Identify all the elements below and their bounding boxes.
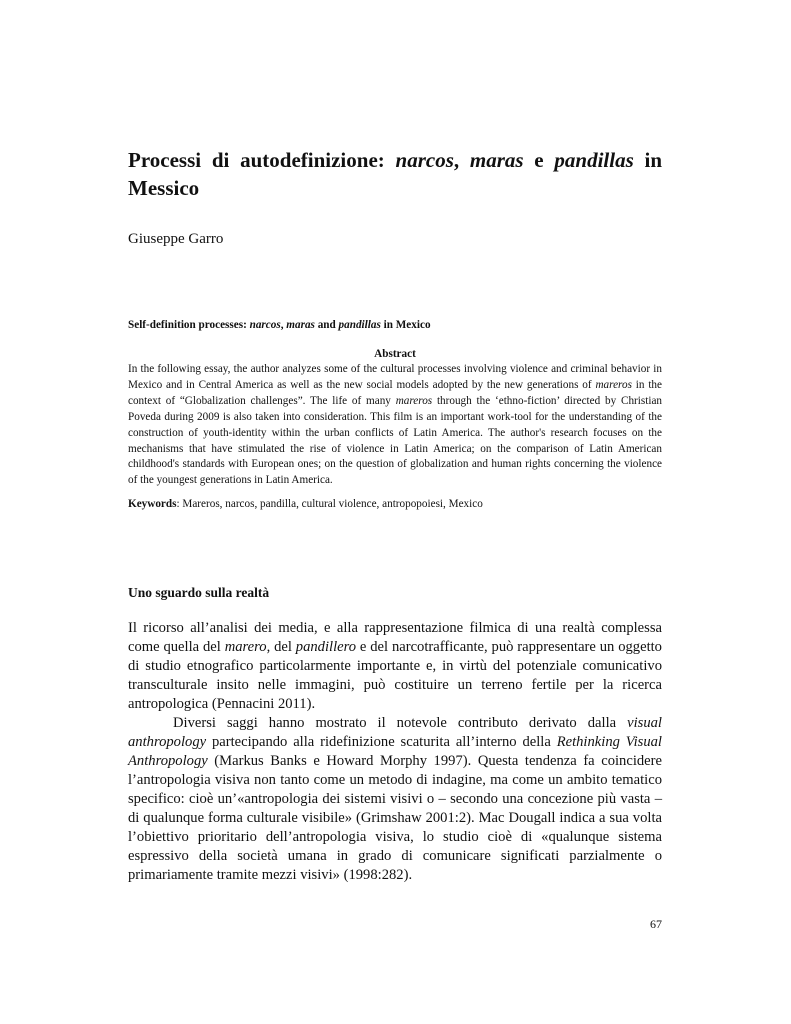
paragraph-segment: Diversi saggi hanno mostrato il notevole contributo derivato dalla <box>173 715 628 731</box>
abstract-heading: Abstract <box>374 348 416 360</box>
english-title-text: Self-definition processes: <box>128 319 250 331</box>
paragraph-italic: Rethinking Visual Anthropology <box>128 734 662 769</box>
title-italic-pandillas: pandillas <box>554 148 634 172</box>
paragraph-segment: partecipando alla ridefinizione scaturita all’interno della <box>206 734 557 750</box>
abstract-segment: In the following essay, the author analyzes some of the cultural processes involving violence and criminal behavior in Mexico and in Central America as well as the new social models adopted by the new generations of <box>128 363 662 391</box>
paragraph-segment: Il ricorso all’analisi dei media, e alla rappresentazione filmica di una realtà complessa come quella del <box>128 620 662 655</box>
title-text: in Messico <box>128 148 663 200</box>
english-title-italic: narcos <box>249 319 281 331</box>
title-italic-narcos: narcos <box>395 148 454 172</box>
paragraph-italic: marero <box>224 639 267 655</box>
title-text: e <box>523 148 555 172</box>
english-title-italic: pandillas <box>338 319 381 331</box>
paragraph-2 <box>128 714 662 885</box>
keywords-label: Keywords <box>128 498 177 510</box>
body-text <box>128 619 662 885</box>
english-title-text: in Mexico <box>380 319 431 331</box>
title-italic-maras: maras <box>469 148 524 172</box>
abstract-text <box>128 362 662 489</box>
paragraph-1 <box>128 619 662 714</box>
abstract-italic: mareros <box>595 378 632 391</box>
abstract-segment: in the context of “Globalization challenges”. The life of many <box>128 378 662 407</box>
english-title <box>128 319 431 331</box>
keywords <box>128 497 662 513</box>
author-name: Giuseppe Garro <box>128 231 224 247</box>
paper-title <box>128 146 662 202</box>
page-number: 67 <box>650 917 662 931</box>
abstract-segment: through the ‘ethno-fiction’ directed by Christian Poveda during 2009 is also taken into consideration. This film is an important work-tool for the understanding of the construction of youth-identity within the urban conflicts of Latin America. The author's research focuses on the mechanisms that have stimulated the rise of violence in Latin America; on the comparison of Latin American childhood's standards with European ones; on the question of globalization and human rights concerning the violence of the youngest generations in Latin America. <box>128 394 663 487</box>
paragraph-italic: pandillero <box>295 639 357 655</box>
title-text: , <box>453 148 470 172</box>
abstract-italic: mareros <box>395 394 433 407</box>
paragraph-segment: (Markus Banks e Howard Morphy 1997). Questa tendenza fa coincidere l’antropologia visiva non tanto come un metodo di indagine, ma come un ambito tematico specifico: cioè un’«antropologia dei sistemi visivi o – secondo una concezione più vasta – di qualunque forma culturale visibile» (Grimshaw 2001:2). Mac Dougall indica a sua volta l’obiettivo prioritario dell’antropologia visiva, lo studio cioè di «qualunque sistema espressivo della società umana in grado di comunicare significati parzialmente o primariamente tramite mezzi visivi» (1998:282). <box>128 753 662 883</box>
paragraph-segment: , del <box>266 639 296 655</box>
keywords-list: : Mareros, narcos, pandilla, cultural violence, antropopoiesi, Mexico <box>176 498 483 510</box>
english-title-text: , <box>280 319 287 331</box>
english-title-italic: maras <box>286 319 315 331</box>
english-title-text: and <box>314 319 339 331</box>
paragraph-segment: e del narcotrafficante, può rappresentare un oggetto di studio etnografico particolarmente importante e, in virtù del potenziale comunicativo transculturale insito nelle immagini, può costituire un terreno fertile per la ricerca antropologica (Pennacini 2011). <box>128 639 662 712</box>
title-text: Processi di autodefinizione: <box>128 148 396 172</box>
section-heading: Uno sguardo sulla realtà <box>128 585 270 600</box>
paragraph-italic: visual anthropology <box>128 715 662 750</box>
